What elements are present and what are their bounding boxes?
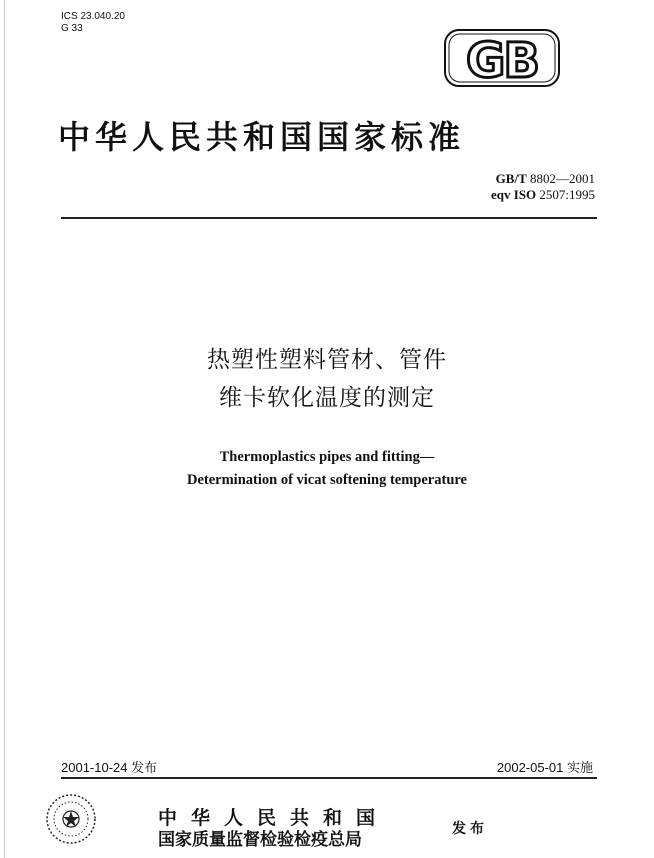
page-edge — [4, 0, 5, 858]
standard-number: 8802—2001 — [530, 171, 595, 186]
gb-standard-logo-icon — [443, 28, 561, 88]
issuer-line-2: 国家质量监督检验检疫总局 — [158, 830, 362, 850]
implementation-date: 2002-05-01 实施 — [496, 760, 593, 775]
standard-header-title: 中华人民共和国国家标准 — [58, 118, 466, 156]
header-divider — [61, 217, 597, 219]
release-label: 发布 — [452, 821, 488, 837]
issue-date: 2001-10-24 发布 — [61, 760, 158, 775]
ccs-code: G 33 — [61, 23, 83, 34]
chinese-title-line-1: 热塑性塑料管材、管件 — [207, 347, 447, 373]
footer-divider — [61, 777, 597, 779]
standard-number-block — [425, 171, 595, 203]
ics-code: ICS 23.040.20 — [61, 11, 125, 22]
gb-logo-text: GB — [466, 33, 538, 88]
chinese-title-line-2: 维卡软化温度的测定 — [219, 385, 435, 411]
seal-stamp-icon — [44, 792, 98, 846]
equivalence-number: 2507:1995 — [539, 187, 595, 202]
english-title-line-1: Thermoplastics pipes and fitting— — [219, 449, 435, 465]
standard-number-label: GB/T — [495, 171, 527, 186]
issuer-line-1: 中华人民共和国 — [158, 807, 390, 829]
classification-codes — [61, 11, 125, 35]
equivalence-label: eqv ISO — [490, 187, 537, 202]
english-title-line-2: Determination of vicat softening temperature — [187, 472, 467, 488]
